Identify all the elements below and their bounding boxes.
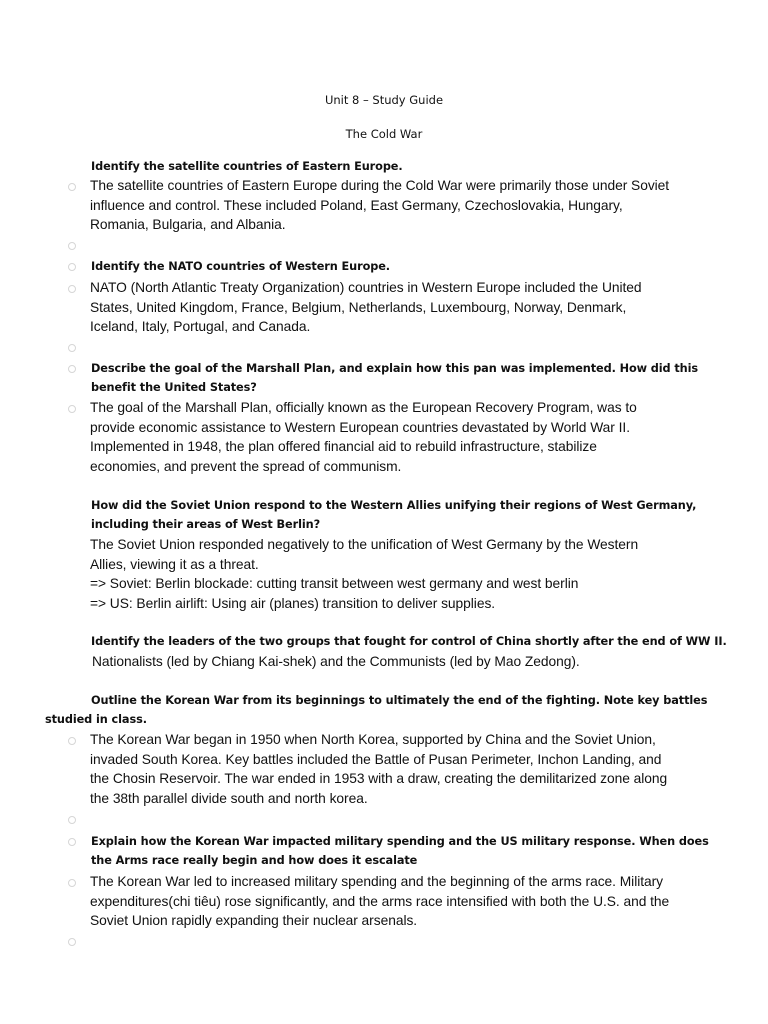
answer-nato-countries	[90, 278, 690, 337]
answer-line: Allies, viewing it as a threat.	[90, 556, 259, 572]
answer-line: => Soviet: Berlin blockade: cutting transit between west germany and west berlin	[90, 576, 579, 592]
answer-line: influence and control. These included Poland, East Germany, Czechoslovakia, Hungary,	[90, 197, 623, 213]
answer-military-spending	[90, 872, 690, 931]
answer-line: The Korean War led to increased military spending and the beginning of the arms race. Military	[90, 874, 664, 889]
question-line: Explain how the Korean War impacted military spending and the US military response. When does	[91, 835, 709, 848]
question-satellite-countries	[91, 157, 711, 176]
answer-line: The goal of the Marshall Plan, officially known as the European Recovery Program, was to	[90, 400, 637, 415]
answer-soviet-response	[90, 535, 690, 613]
answer-satellite-countries	[90, 176, 690, 235]
question-line: Outline the Korean War from its beginnings to ultimately the end of the fighting. Note key battles	[91, 694, 708, 707]
bullet-marker	[68, 365, 76, 373]
answer-marshall-plan	[90, 398, 690, 476]
answer-line: Romania, Bulgaria, and Albania.	[90, 217, 286, 233]
document-subtitle: The Cold War	[345, 127, 423, 141]
bullet-marker	[68, 344, 76, 352]
answer-line: The satellite countries of Eastern Europe during the Cold War were primarily those under Soviet	[90, 178, 670, 193]
answer-line: NATO (North Atlantic Treaty Organization) countries in Western Europe included the United	[90, 280, 642, 295]
answer-line: Nationalists (led by Chiang Kai-shek) and the Communists (led by Mao Zedong).	[92, 654, 580, 669]
answer-line: The Soviet Union responded negatively to the unification of West Germany by the Western	[90, 537, 639, 552]
question-china-leaders	[91, 632, 727, 651]
question-line: Identify the leaders of the two groups that fought for control of China shortly after the end of WW II.	[91, 635, 727, 648]
bullet-marker	[68, 183, 76, 191]
question-military-spending	[91, 832, 711, 870]
answer-line: States, United Kingdom, France, Belgium, Netherlands, Luxembourg, Norway, Denmark,	[90, 299, 627, 315]
question-line: studied in class.	[45, 713, 147, 726]
bullet-marker	[68, 405, 76, 413]
bullet-marker	[68, 285, 76, 293]
question-korean-war	[91, 691, 711, 710]
question-line: Describe the goal of the Marshall Plan, and explain how this pan was implemented. How did this	[91, 362, 699, 375]
answer-line: economies, and prevent the spread of communism.	[90, 458, 402, 474]
question-soviet-response	[91, 496, 711, 534]
bullet-marker	[68, 879, 76, 887]
answer-line: invaded South Korea. Key battles included the Battle of Pusan Perimeter, Inchon Landing, and	[90, 751, 662, 767]
bullet-marker	[68, 938, 76, 946]
answer-line: the Chosin Reservoir. The war ended in 1953 with a draw, creating the demilitarized zone along	[90, 771, 668, 787]
answer-line: provide economic assistance to Western European countries devastated by World War II.	[90, 419, 630, 435]
question-line: the Arms race really begin and how does it escalate	[91, 854, 418, 867]
answer-line: the 38th parallel divide south and north korea.	[90, 790, 368, 806]
question-line: How did the Soviet Union respond to the Western Allies unifying their regions of West Germany,	[91, 499, 697, 512]
answer-line: Soviet Union rapidly expanding their nuclear arsenals.	[90, 913, 418, 929]
question-line: Identify the NATO countries of Western Europe.	[91, 260, 390, 273]
question-marshall-plan	[91, 359, 711, 397]
question-line: including their areas of West Berlin?	[91, 518, 321, 531]
answer-line: Iceland, Italy, Portugal, and Canada.	[90, 319, 311, 335]
question-line: benefit the United States?	[91, 381, 257, 394]
answer-china-leaders	[92, 652, 692, 672]
answer-line: => US: Berlin airlift: Using air (planes) transition to deliver supplies.	[90, 595, 496, 611]
bullet-marker	[68, 838, 76, 846]
bullet-marker	[68, 242, 76, 250]
bullet-marker	[68, 737, 76, 745]
question-line: Identify the satellite countries of Eastern Europe.	[91, 160, 403, 173]
bullet-marker	[68, 263, 76, 271]
bullet-marker	[68, 816, 76, 824]
answer-line: Implemented in 1948, the plan offered financial aid to rebuild infrastructure, stabilize	[90, 439, 597, 455]
question-korean-war-continued	[45, 710, 665, 729]
document-title: Unit 8 – Study Guide	[324, 93, 444, 107]
answer-line: The Korean War began in 1950 when North Korea, supported by China and the Soviet Union,	[90, 732, 656, 747]
answer-korean-war	[90, 730, 690, 808]
answer-line: expenditures(chi tiêu) rose significantly, and the arms race intensified with both the U.S. and the	[90, 893, 670, 909]
question-nato-countries	[91, 257, 711, 276]
